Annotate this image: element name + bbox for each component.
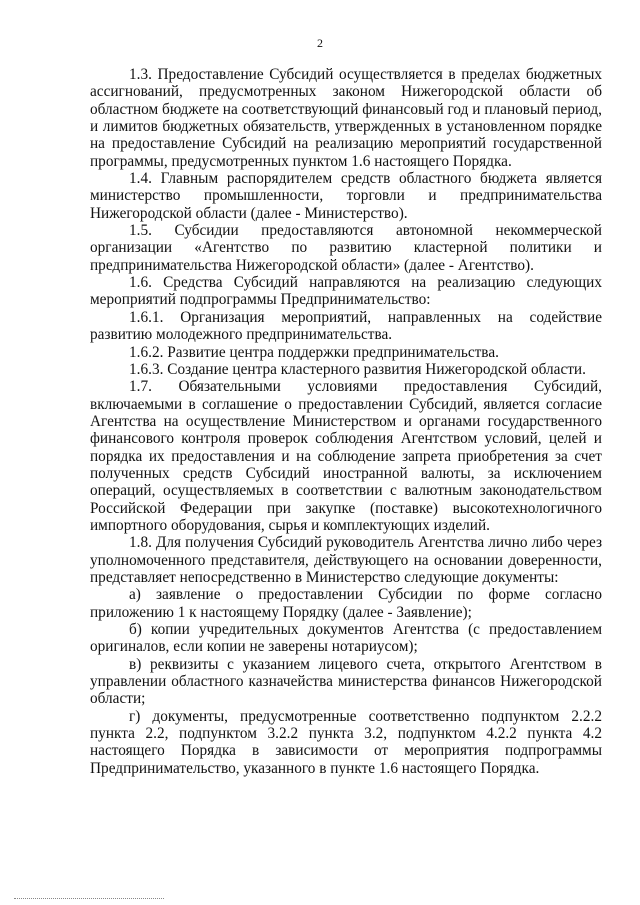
- paragraph-1-8: 1.8. Для получения Субсидий руководитель Агентства лично либо через уполномоченного представителя, действующего на основании доверенности, представляет непосредственно в Министерство следующие документы:: [90, 534, 602, 586]
- page-number: 2: [317, 36, 323, 50]
- paragraph-1-4: 1.4. Главным распорядителем средств областного бюджета является министерство промышленности, торговли и предпринимательства Нижегородской области (далее - Министерство).: [90, 170, 602, 222]
- paragraph-1-7: 1.7. Обязательными условиями предоставления Субсидий, включаемыми в соглашение о предоставлении Субсидий, является согласие Агентства на осуществление Министерством и органами государственного финансового контроля проверок соблюдения Агентством условий, целей и порядка их предоставления и на соблюдение запрета приобретения за счет полученных средств Субсидий иностранной валюты, за исключением операций, осуществляемых в соответствии с валютным законодательством Российской Федерации при закупке (поставке) высокотехнологичного импортного оборудования, сырья и комплектующих изделий.: [90, 378, 602, 534]
- paragraph-1-5: 1.5. Субсидии предоставляются автономной некоммерческой организации «Агентство по развитию кластерной политики и предпринимательства Нижегородской области» (далее - Агентство).: [90, 222, 602, 274]
- paragraph-1-3: 1.3. Предоставление Субсидий осуществляется в пределах бюджетных ассигнований, предусмотренных законом Нижегородской области об областном бюджете на соответствующий финансовый год и плановый период, и лимитов бюджетных обязательств, утвержденных в установленном порядке на предоставление Субсидий на реализацию мероприятий государственной программы, предусмотренных пунктом 1.6 настоящего Порядка.: [90, 66, 602, 170]
- list-item-a: а) заявление о предоставлении Субсидии по форме согласно приложению 1 к настоящему Порядку (далее - Заявление);: [90, 586, 602, 621]
- paragraph-1-6-3: 1.6.3. Создание центра кластерного развития Нижегородской области.: [129, 360, 586, 378]
- paragraph-1-6: 1.6. Средства Субсидий направляются на реализацию следующих мероприятий подпрограммы Предпринимательство:: [90, 274, 602, 309]
- list-item-b: б) копии учредительных документов Агентства (с предоставлением оригиналов, если копии не заверены нотариусом);: [90, 621, 602, 656]
- paragraph-1-6-2: 1.6.2. Развитие центра поддержки предпринимательства.: [129, 343, 499, 361]
- paragraph-1-6-1: 1.6.1. Организация мероприятий, направленных на содействие развитию молодежного предпринимательства.: [90, 308, 602, 344]
- list-item-v: в) реквизиты с указанием лицевого счета, открытого Агентством в управлении областного казначейства министерства финансов Нижегородской области;: [90, 655, 602, 708]
- list-item-g: г) документы, предусмотренные соответственно подпунктом 2.2.2 пункта 2.2, подпунктом 3.2.2 пункта 3.2, подпунктом 4.2.2 пункта 4.2 настоящего Порядка в зависимости от мероприятия подпрограммы Предпринимательство, указанного в пункте 1.6 настоящего Порядка.: [90, 707, 602, 777]
- footer-divider: [14, 898, 164, 899]
- document-body: [90, 66, 602, 777]
